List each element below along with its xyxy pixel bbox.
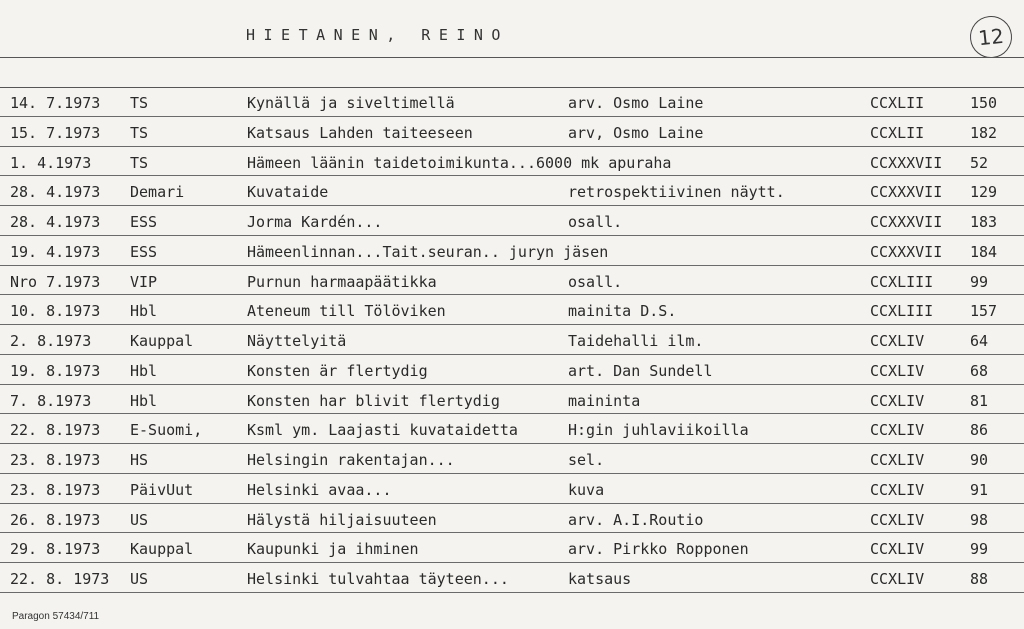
entry-paper: ESS xyxy=(130,213,158,231)
entry-paper: Kauppal xyxy=(130,332,194,350)
entry-page: 52 xyxy=(970,153,989,172)
entry-date: 1. 4.1973 xyxy=(10,153,92,172)
entry-page: 157 xyxy=(970,302,998,321)
entry-page: 184 xyxy=(970,242,998,261)
entry-title: Katsaus Lahden taiteeseen xyxy=(247,123,473,142)
entry-page: 88 xyxy=(970,570,989,588)
entry-date: 14. 7.1973 xyxy=(10,94,101,112)
entry-date: 28. 4.1973 xyxy=(10,213,101,231)
entry-row xyxy=(0,236,1024,266)
entry-title: Helsinki tulvahtaa täyteen... xyxy=(247,570,509,588)
entry-date: 22. 8. 1973 xyxy=(10,570,110,588)
entry-date: Nro 7.1973 xyxy=(10,272,101,291)
entry-title: Ateneum till Tölöviken xyxy=(247,302,446,321)
entry-title: Konsten har blivit flertydig xyxy=(247,391,500,410)
entry-volume: CCXLIV xyxy=(870,391,925,410)
entry-volume: CCXXXVII xyxy=(870,183,943,202)
entry-paper: TS xyxy=(130,94,149,112)
entry-paper: Hbl xyxy=(130,361,158,380)
entry-title: Hämeenlinnan...Tait.seuran.. juryn jäsen xyxy=(247,242,609,261)
entry-date: 19. 4.1973 xyxy=(10,242,101,261)
entry-note: arv, Osmo Laine xyxy=(568,123,704,142)
entry-date: 23. 8.1973 xyxy=(10,480,101,499)
entry-row xyxy=(0,414,1024,444)
entry-title: Ksml ym. Laajasti kuvataidetta xyxy=(247,421,518,440)
entry-note: maininta xyxy=(568,391,641,410)
entry-paper: US xyxy=(130,510,149,529)
entry-title: Helsingin rakentajan... xyxy=(247,451,455,469)
entry-page: 64 xyxy=(970,332,989,350)
entry-title: Purnun harmaapäätikka xyxy=(247,272,437,291)
entry-list xyxy=(0,87,1024,593)
entry-volume: CCXLIII xyxy=(870,302,934,321)
entry-page: 81 xyxy=(970,391,989,410)
entry-page: 129 xyxy=(970,183,998,202)
entry-row xyxy=(0,176,1024,206)
entry-volume: CCXLIV xyxy=(870,451,925,469)
entry-row xyxy=(0,533,1024,563)
entry-volume: CCXXXVII xyxy=(870,242,943,261)
entry-page: 182 xyxy=(970,123,998,142)
entry-row xyxy=(0,444,1024,474)
entry-date: 29. 8.1973 xyxy=(10,540,101,559)
entry-title: Hälystä hiljaisuuteen xyxy=(247,510,437,529)
entry-page: 99 xyxy=(970,272,989,291)
entry-page: 90 xyxy=(970,451,989,469)
entry-page: 150 xyxy=(970,94,998,112)
entry-row xyxy=(0,206,1024,236)
entry-row xyxy=(0,474,1024,504)
entry-date: 22. 8.1973 xyxy=(10,421,101,440)
entry-paper: Hbl xyxy=(130,302,158,321)
entry-volume: CCXLIV xyxy=(870,421,925,440)
entry-title: Hämeen läänin taidetoimikunta...6000 mk apuraha xyxy=(247,153,672,172)
entry-note: arv. Pirkko Ropponen xyxy=(568,540,749,559)
entry-row xyxy=(0,117,1024,147)
entry-volume: CCXLII xyxy=(870,94,925,112)
entry-date: 23. 8.1973 xyxy=(10,451,101,469)
entry-row xyxy=(0,504,1024,534)
entry-note: sel. xyxy=(568,451,605,469)
entry-paper: US xyxy=(130,570,149,588)
entry-note: katsaus xyxy=(568,570,632,588)
entry-paper: HS xyxy=(130,451,149,469)
entry-page: 183 xyxy=(970,213,998,231)
entry-page: 86 xyxy=(970,421,989,440)
entry-volume: CCXXXVII xyxy=(870,213,943,231)
entry-volume: CCXLII xyxy=(870,123,925,142)
entry-date: 19. 8.1973 xyxy=(10,361,101,380)
entry-title: Jorma Kardén... xyxy=(247,213,383,231)
entry-page: 98 xyxy=(970,510,989,529)
entry-note: osall. xyxy=(568,213,623,231)
entry-paper: Hbl xyxy=(130,391,158,410)
entry-volume: CCXLIV xyxy=(870,332,925,350)
entry-date: 7. 8.1973 xyxy=(10,391,92,410)
entry-title: Helsinki avaa... xyxy=(247,480,392,499)
entry-paper: Demari xyxy=(130,183,185,202)
entry-paper: TS xyxy=(130,123,149,142)
entry-date: 2. 8.1973 xyxy=(10,332,92,350)
entry-page: 91 xyxy=(970,480,989,499)
entry-note: retrospektiivinen näytt. xyxy=(568,183,785,202)
entry-paper: Kauppal xyxy=(130,540,194,559)
entry-volume: CCXLIV xyxy=(870,480,925,499)
entry-row xyxy=(0,87,1024,117)
entry-title: Kaupunki ja ihminen xyxy=(247,540,419,559)
entry-note: kuva xyxy=(568,480,605,499)
entry-volume: CCXLIV xyxy=(870,361,925,380)
card-number-circle: 12 xyxy=(968,14,1014,60)
entry-row xyxy=(0,325,1024,355)
entry-row xyxy=(0,355,1024,385)
entry-volume: CCXLIII xyxy=(870,272,934,291)
entry-row xyxy=(0,147,1024,177)
entry-row xyxy=(0,295,1024,325)
entry-note: arv. A.I.Routio xyxy=(568,510,704,529)
entry-date: 28. 4.1973 xyxy=(10,183,101,202)
entry-note: Taidehalli ilm. xyxy=(568,332,704,350)
entry-row xyxy=(0,266,1024,296)
entry-date: 26. 8.1973 xyxy=(10,510,101,529)
entry-page: 99 xyxy=(970,540,989,559)
print-mark: Paragon 57434/711 xyxy=(12,611,100,622)
card-heading-name: HIETANEN, REINO xyxy=(246,26,509,44)
entry-paper: VIP xyxy=(130,272,158,291)
entry-paper: E-Suomi, xyxy=(130,421,203,440)
entry-row xyxy=(0,385,1024,415)
entry-note: osall. xyxy=(568,272,623,291)
entry-page: 68 xyxy=(970,361,989,380)
entry-note: arv. Osmo Laine xyxy=(568,94,704,112)
entry-title: Näyttelyitä xyxy=(247,332,347,350)
entry-title: Konsten är flertydig xyxy=(247,361,428,380)
entry-volume: CCXLIV xyxy=(870,570,925,588)
entry-title: Kuvataide xyxy=(247,183,329,202)
entry-paper: ESS xyxy=(130,242,158,261)
entry-paper: PäivUut xyxy=(130,480,194,499)
entry-title: Kynällä ja siveltimellä xyxy=(247,94,455,112)
entry-volume: CCXXXVII xyxy=(870,153,943,172)
entry-note: mainita D.S. xyxy=(568,302,677,321)
entry-volume: CCXLIV xyxy=(870,540,925,559)
header-rule xyxy=(0,57,1024,58)
entry-row xyxy=(0,563,1024,593)
entry-volume: CCXLIV xyxy=(870,510,925,529)
entry-date: 10. 8.1973 xyxy=(10,302,101,321)
entry-note: art. Dan Sundell xyxy=(568,361,713,380)
entry-date: 15. 7.1973 xyxy=(10,123,101,142)
entry-paper: TS xyxy=(130,153,149,172)
entry-note: H:gin juhlaviikoilla xyxy=(568,421,749,440)
